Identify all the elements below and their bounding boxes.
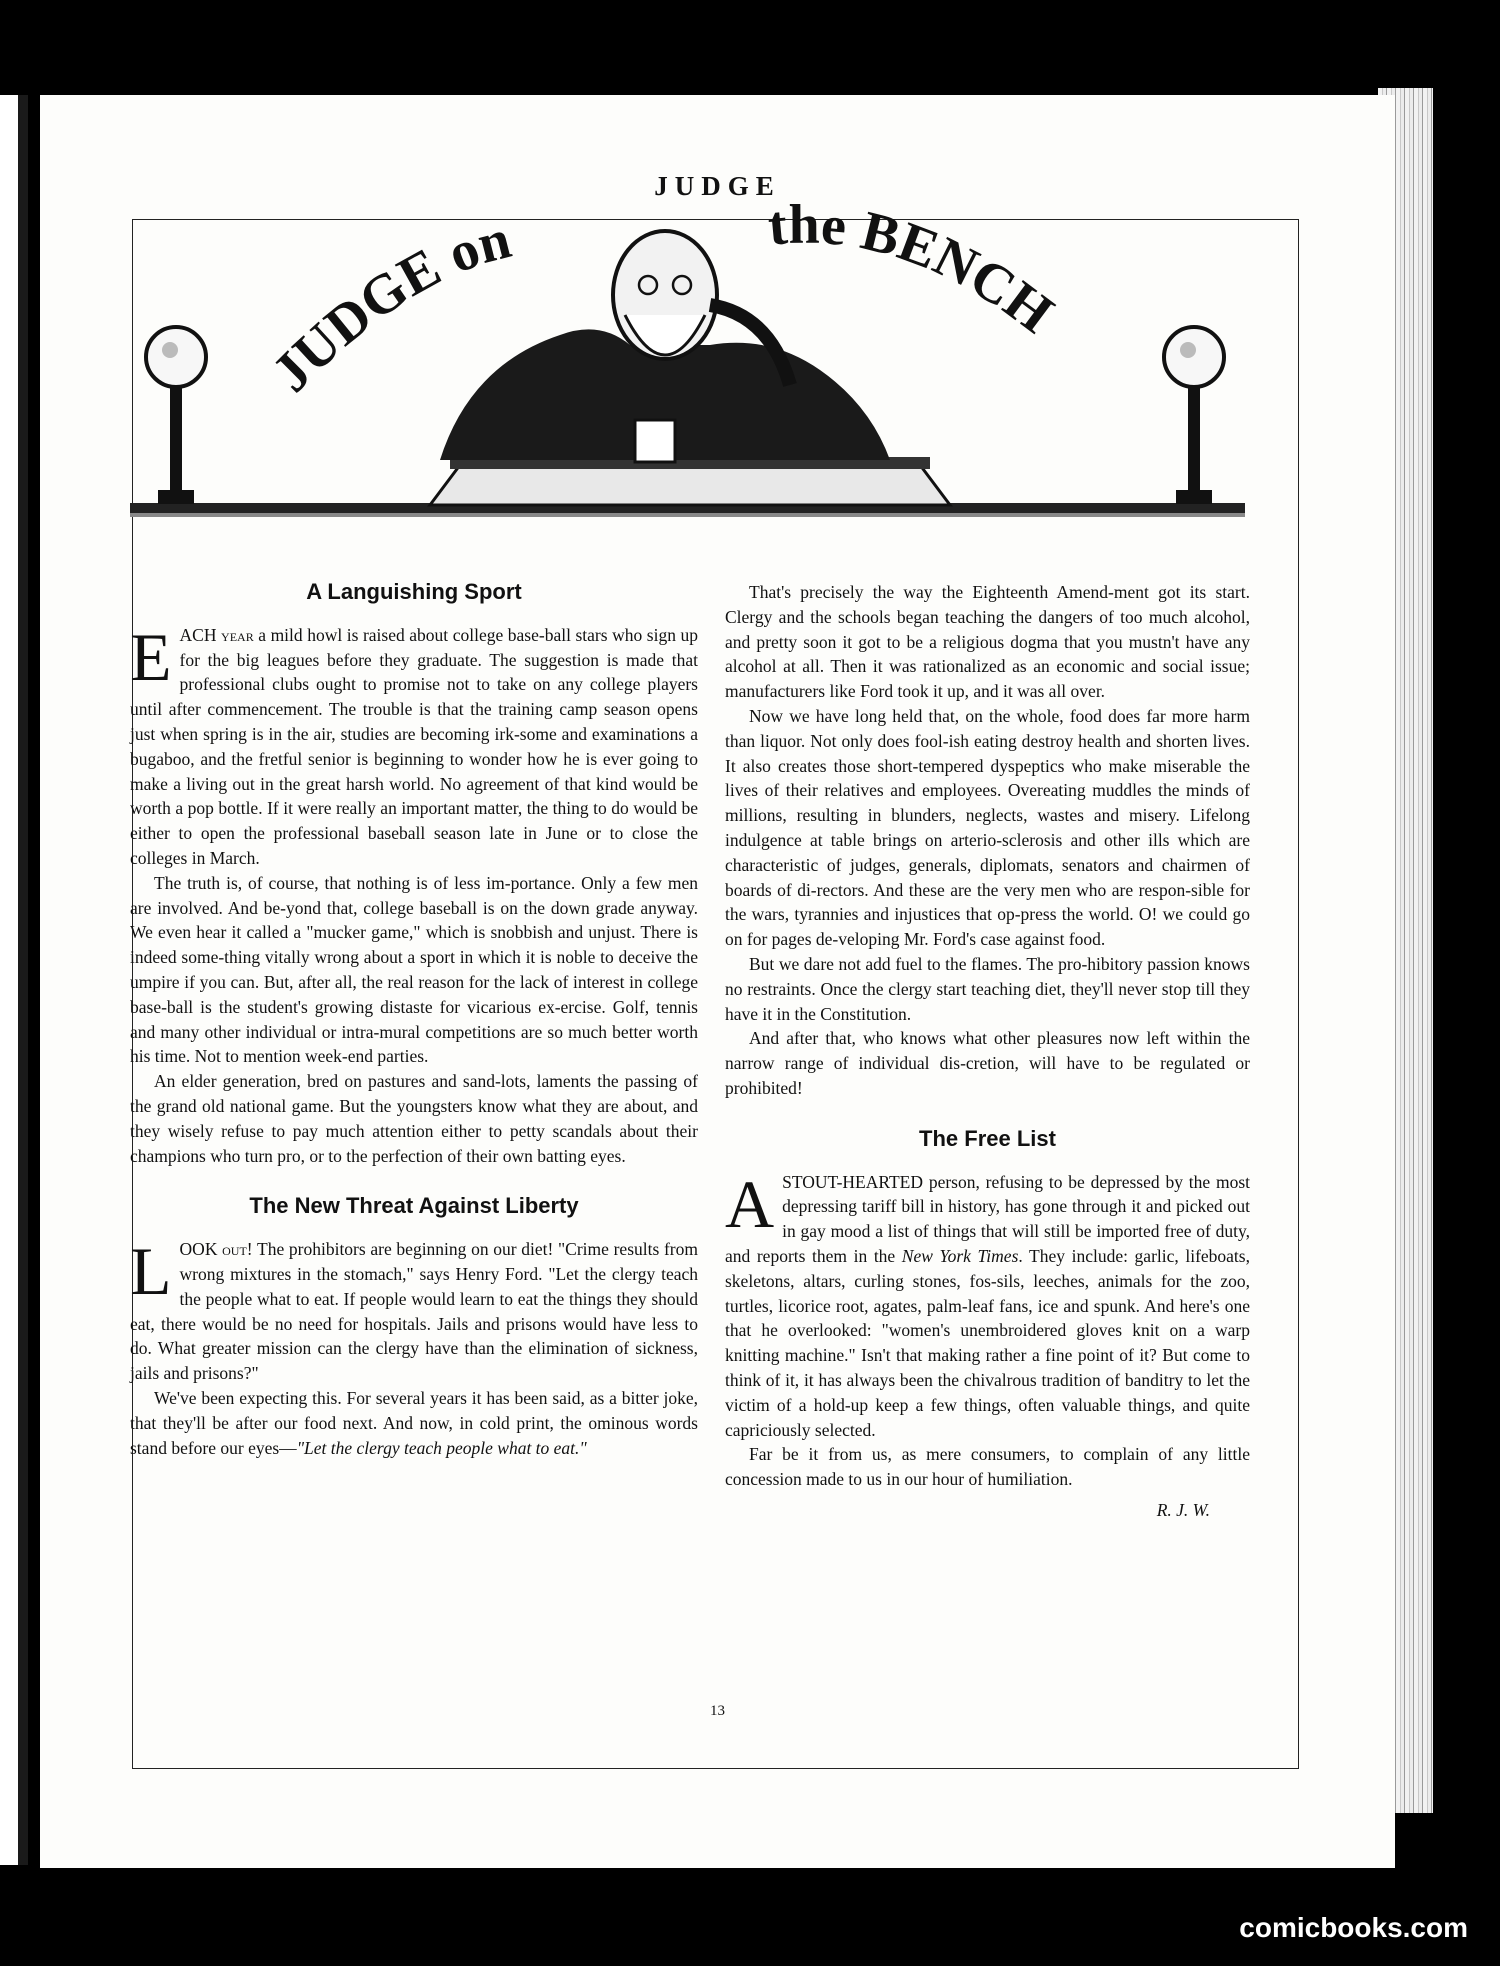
article-paragraph: [130, 1233, 698, 1386]
dropcap: E: [130, 618, 172, 695]
article-paragraph: [130, 1386, 698, 1460]
bench-desk: [430, 465, 950, 505]
paragraph-text: We've been expecting this. For several years it has been said, as a bitter joke, that they'll be after our food next. And now, in cold print, the ominous words stand before our eyes—: [130, 1387, 698, 1458]
banner-title-right: the BENCH: [765, 195, 1065, 346]
article-paragraph: The truth is, of course, that nothing is of less im-portance. Only a few men are involved. And be-yond that, college baseball is on the down grade anyway. We even hear it called a "mucker game," which is snobbish and unjust. There is indeed some-thing vitally wrong about a sport in which it is noble to deceive the umpire if you can. But, after all, the real reason for the lack of interest in college base-ball is the student's growing distaste for vicarious ex-ercise. Golf, tennis and many other individual or intra-mural competitions are so much better worth his time. Not to mention week-end parties.: [130, 872, 698, 1067]
signature: R. J. W.: [1156, 1499, 1210, 1520]
article-paragraph: [130, 618, 698, 871]
dropcap: L: [130, 1233, 172, 1310]
article-paragraph: Far be it from us, as mere consumers, to complain of any little concession made to us in our hour of humiliation.: [725, 1444, 1250, 1490]
banner-title: [260, 208, 516, 404]
article-paragraph: An elder generation, bred on pastures and sand-lots, laments the passing of the grand old national game. But the youngsters know what they are about, and they wisely refuse to pay much attention either to petty scandals about their champions who turn pro, or to the perfection of their own batting eyes.: [130, 1071, 698, 1166]
article-paragraph: That's precisely the way the Eighteenth Amend-ment got its start. Clergy and the schools began teaching the dangers of too much alcohol, and pretty soon it got to be a religious dogma that you mustn't have any alcohol at all. Then it was rationalized as an economic and social issue; manufacturers like Ford took it up, and it was all over.: [725, 582, 1250, 702]
right-column: [725, 580, 1250, 1523]
article-heading-free-list: The Free List: [919, 1125, 1056, 1151]
judge-on-the-bench-banner: [130, 195, 1245, 535]
lead-in: STOUT-HEARTED: [782, 1171, 924, 1192]
masthead: JUDGE: [654, 171, 781, 201]
dropcap: A: [725, 1165, 775, 1242]
left-lamp-icon: [146, 327, 206, 504]
page-number: 13: [710, 1703, 725, 1719]
paragraph-text: a mild howl is raised about college base-ball stars who sign up for the big leagues before they graduate. The suggestion is made that professional clubs ought to promise not to take on any college players until after commencement. The trouble is that the training camp season opens just when spring is in the air, studies are becoming irk-some and examinations a bugaboo, and the fretful senior is beginning to wonder how he is ever going to make a living out in the great harsh world. No agreement of that kind would be worth a pop bottle. If it were really an important matter, the thing to do would be either to open the professional baseball season late in June or to close the colleges in March.: [130, 624, 698, 868]
banner-title-left: JUDGE on: [260, 208, 517, 405]
newspaper-title: New York Times: [901, 1245, 1019, 1266]
lead-in: OOK out!: [179, 1239, 253, 1260]
paragraph-text: The prohibitors are beginning on our diet! "Crime results from wrong mixtures in the stomach," says Henry Ford. "Let the clergy teach the people what to eat. If people would learn to eat the things they should eat, there would be no need for hospitals. Jails and prisons would have less to do. What greater mission can the clergy have than the elimination of sickness, jails and prisons?": [130, 1239, 698, 1384]
watermark: comicbooks.com: [1239, 1912, 1468, 1943]
article-heading-languishing-sport: A Languishing Sport: [306, 579, 522, 604]
paragraph-text: person, refusing to be depressed by the most depressing tariff bill in history, has gone through it and picked out in gay mood a list of things that will still be imported free of duty, and reports them in the: [725, 1171, 1250, 1266]
facing-page-edge: [0, 95, 28, 1865]
banner-title-right-text: [765, 195, 1064, 345]
article-paragraph: But we dare not add fuel to the flames. The pro-hibitory passion knows no restraints. Once the clergy start teaching diet, they'll never stop till they have it in the Constitution.: [725, 953, 1250, 1024]
article-paragraph: And after that, who knows what other pleasures now left within the narrow range of individual dis-cretion, will have to be regulated or prohibited!: [725, 1028, 1250, 1098]
article-heading-new-threat: The New Threat Against Liberty: [249, 1193, 579, 1219]
quoted-italic: "Let the clergy teach people what to eat.": [296, 1437, 587, 1458]
right-lamp-icon: [1164, 327, 1224, 504]
left-column: [130, 580, 698, 1460]
article-paragraph: Now we have long held that, on the whole, food does far more harm than liquor. Not only does fool-ish eating destroy health and shorten lives. It also creates those short-tempered dyspeptics who make miserable the lives of their relatives and employees. Overeating muddles the minds of millions, resulting in blunders, neglects, wastes and misery. Lifelong indulgence at table brings on arterio-sclerosis and other ills which are characteristic of judges, generals, diplomats, senators and chairmen of boards of di-rectors. And these are the very men who are respon-sible for the wars, tyrannies and injustices that op-press the world. O! we could go on for pages de-veloping Mr. Ford's case against food.: [725, 705, 1250, 950]
paragraph-text: . They include: garlic, lifeboats, skeletons, altars, curling stones, fos-sils, leeches, animals for the zoo, turtles, licorice root, agates, palm-leaf fans, ice and spunk. And here's one that he overlooked: "women's unembroidered gloves knit on a warp knitting machine." Isn't that making rather a fine point of it? But come to think of it, it has always been the chivalrous tradition of banditry to let the victim of a hold-up keep a few things, often valuable things, and quite capriciously selected.: [725, 1245, 1250, 1440]
article-paragraph: [725, 1165, 1250, 1443]
lead-in: ACH year: [179, 624, 254, 645]
